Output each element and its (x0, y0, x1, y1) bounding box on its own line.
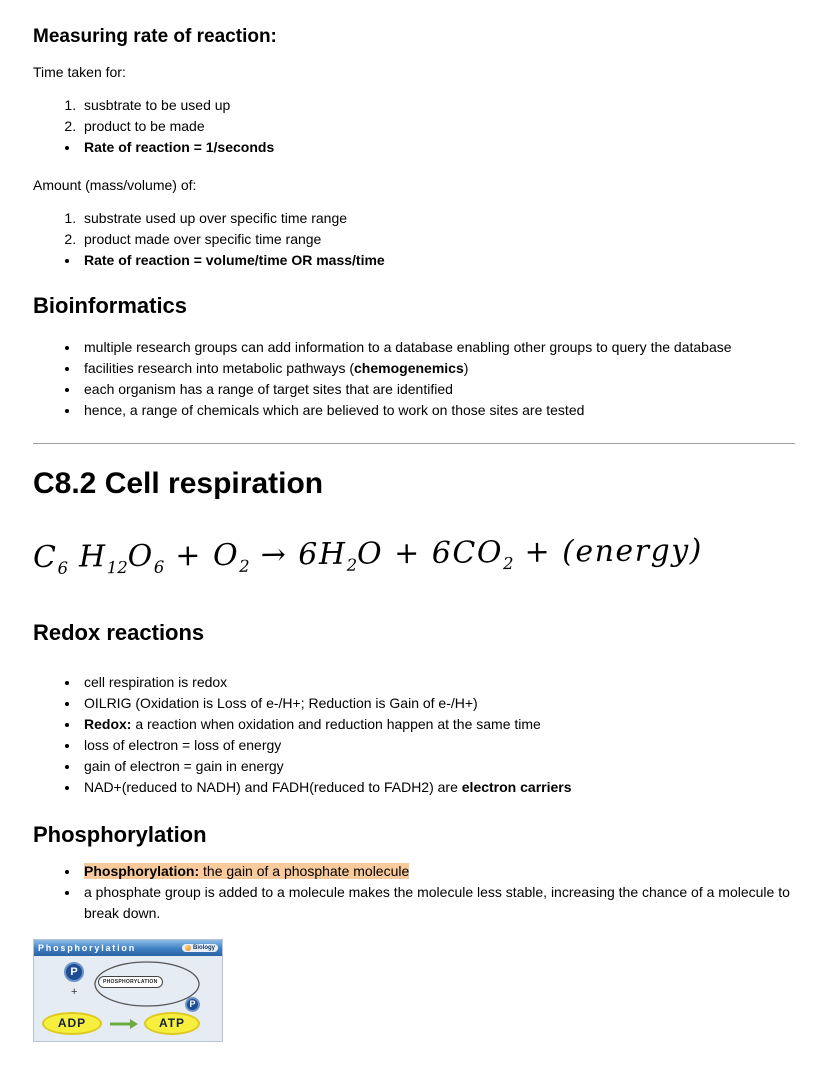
time-taken-intro: Time taken for: (33, 63, 126, 80)
bioinformatics-list (33, 337, 795, 421)
atp-molecule (144, 1012, 200, 1035)
reaction-arrow-icon (109, 1018, 139, 1030)
list-item-text: loss of electron = loss of energy (84, 736, 282, 753)
equation-subscript: 6 (57, 558, 69, 578)
equation-subscript: 2 (346, 555, 358, 575)
list-item-text: hence, a range of chemicals which are believed to work on those sites are tested (84, 402, 585, 419)
list-item (80, 358, 795, 379)
list-item-text: ) (463, 360, 469, 377)
bold-term: Redox: (84, 715, 132, 732)
list-item (80, 882, 795, 924)
phosphate-circle-icon (185, 997, 200, 1012)
rate-rule-text: Rate of reaction = 1/seconds (84, 138, 275, 155)
list-item-text: facilities research into metabolic pathways ( (84, 360, 355, 377)
heading-redox-reactions: Redox reactions (33, 620, 205, 646)
phosphate-circle-icon (64, 962, 84, 982)
equation-term: + (energy) (513, 533, 704, 571)
heading-bioinformatics: Bioinformatics (33, 292, 188, 318)
equation-term: → 6H (249, 536, 347, 573)
list-item (80, 777, 795, 798)
equation-term: + O (164, 538, 240, 574)
redox-list (33, 672, 795, 798)
phosphorylation-list (33, 861, 795, 924)
list-item-text: cell respiration is redox (84, 673, 228, 690)
rate-rule-text: Rate of reaction = volume/time OR mass/time (84, 251, 385, 268)
list-item (80, 229, 795, 250)
list-item (80, 400, 795, 421)
globe-icon (185, 945, 191, 951)
list-item (80, 95, 795, 116)
time-rate-rule-list (33, 137, 795, 158)
definition-term: Phosphorylation: (84, 862, 200, 879)
list-item (80, 861, 795, 882)
amount-rate-rule-list (33, 250, 795, 271)
list-item (80, 735, 795, 756)
equation-subscript: 12 (106, 558, 128, 578)
list-item-text: product made over specific time range (84, 230, 322, 247)
brand-label: Biology (193, 944, 215, 951)
bold-term: electron carriers (461, 778, 572, 795)
list-item (80, 337, 795, 358)
list-item (80, 208, 795, 229)
list-item (80, 116, 795, 137)
time-taken-list (33, 95, 795, 137)
list-item (80, 756, 795, 777)
equation-term: O + 6CO (356, 535, 504, 572)
equation-term: O (127, 538, 154, 575)
figure-header (34, 940, 222, 956)
phosphate-symbol: P (189, 999, 196, 1010)
list-item (80, 672, 795, 693)
bold-term: chemogenemics (354, 360, 464, 377)
list-item (80, 693, 795, 714)
equation-subscript: 6 (153, 557, 165, 577)
list-item (80, 714, 795, 735)
heading-cell-respiration: C8.2 Cell respiration (33, 467, 324, 501)
list-item-text: NAD+(reduced to NADH) and FADH(reduced to FADH2) are (84, 778, 462, 795)
list-item-text: a phosphate group is added to a molecule makes the molecule less stable, increasing the chance of a molecule to break down. (84, 883, 790, 921)
respiration-equation (33, 532, 795, 578)
phosphorylation-figure (33, 939, 223, 1042)
equation-term: C (32, 539, 58, 576)
highlighted-definition (84, 863, 409, 879)
list-item (80, 379, 795, 400)
list-item-text: substrate used up over specific time range (84, 209, 348, 226)
plus-sign: + (71, 985, 78, 998)
list-item-text: multiple research groups can add information to a database enabling other groups to query the database (84, 339, 732, 356)
equation-subscript: 2 (239, 556, 250, 577)
figure-title: Phosphorylation (38, 942, 137, 953)
list-item-text: gain of electron = gain in energy (84, 757, 284, 774)
phosphate-symbol: P (70, 965, 78, 978)
definition-body: the gain of a phosphate molecule (199, 862, 410, 879)
list-item-text: a reaction when oxidation and reduction happen at the same time (131, 715, 541, 732)
amount-intro: Amount (mass/volume) of: (33, 176, 197, 193)
list-item (80, 250, 795, 271)
list-item-text: OILRIG (Oxidation is Loss of e-/H+; Reduction is Gain of e-/H+) (84, 694, 478, 711)
list-item (80, 137, 795, 158)
process-label: PHOSPHORYLATION (98, 976, 163, 988)
list-item-text: each organism has a range of target sites that are identified (84, 381, 453, 398)
adp-molecule (42, 1012, 102, 1035)
adp-label: ADP (57, 1016, 87, 1031)
section-divider (33, 443, 795, 444)
atp-label: ATP (158, 1016, 186, 1031)
amount-list (33, 208, 795, 250)
heading-phosphorylation: Phosphorylation (33, 821, 207, 847)
equation-term: H (67, 539, 107, 575)
equation-subscript: 2 (502, 554, 514, 574)
list-item-text: susbtrate to be used up (84, 96, 231, 113)
list-item-text: product to be made (84, 117, 205, 134)
heading-measuring-rate: Measuring rate of reaction: (33, 26, 277, 47)
figure-brand-badge (182, 944, 218, 952)
